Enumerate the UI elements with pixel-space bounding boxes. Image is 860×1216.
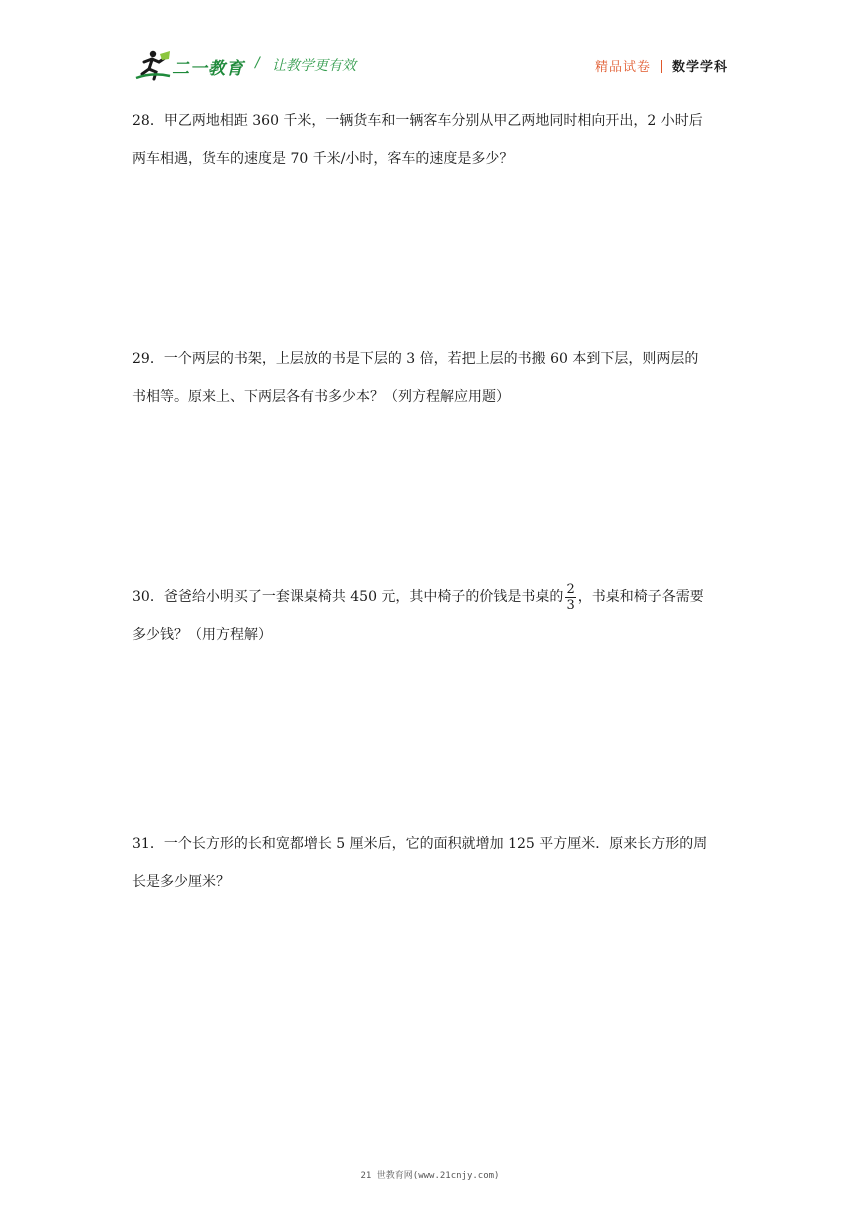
question-30-text-before: 30．爸爸给小明买了一套课桌椅共 450 元，其中椅子的价钱是书桌的 bbox=[132, 589, 564, 605]
question-31-line-2: 长是多少厘米？ bbox=[132, 874, 230, 890]
quality-badge: 精品试卷 bbox=[594, 60, 651, 75]
brand-logo bbox=[134, 48, 246, 82]
badge-divider bbox=[661, 60, 662, 73]
fraction-two-thirds bbox=[565, 582, 575, 613]
fraction-numerator: 2 bbox=[566, 581, 575, 597]
question-28-line-1: 28．甲乙两地相距 360 千米，一辆货车和一辆客车分别从甲乙两地同时相向开出，2 小时后 bbox=[132, 113, 703, 129]
question-29 bbox=[132, 340, 732, 416]
slogan: 让教学更有效 bbox=[272, 58, 356, 74]
question-30-line-2: 多少钱？（用方程解） bbox=[132, 627, 272, 643]
question-30-line-1 bbox=[132, 578, 732, 616]
logo-text: 二一教育 bbox=[172, 59, 244, 79]
question-31 bbox=[132, 825, 732, 901]
question-29-line-2: 书相等。原来上、下两层各有书多少本？（列方程解应用题） bbox=[132, 389, 510, 405]
subject-label: 数学学科 bbox=[671, 60, 728, 75]
question-31-line-1: 31．一个长方形的长和宽都增长 5 厘米后，它的面积就增加 125 平方厘米．原来长方形的周 bbox=[132, 836, 708, 852]
question-28 bbox=[132, 102, 732, 178]
runner-logo-icon bbox=[134, 48, 174, 82]
question-29-line-1: 29．一个两层的书架，上层放的书是下层的 3 倍，若把上层的书搬 60 本到下层，则两层的 bbox=[132, 351, 699, 367]
page-header bbox=[134, 48, 728, 82]
fraction-denominator: 3 bbox=[566, 597, 575, 613]
question-28-line-2: 两车相遇，货车的速度是 70 千米/小时，客车的速度是多少？ bbox=[132, 151, 514, 167]
question-30 bbox=[132, 578, 732, 654]
slogan-separator: / bbox=[255, 55, 260, 71]
page-footer: 21 世教育网(www.21cnjy.com) bbox=[360, 1171, 500, 1181]
question-30-text-after: ，书桌和椅子各需要 bbox=[577, 589, 704, 605]
header-badge-group bbox=[595, 56, 728, 75]
